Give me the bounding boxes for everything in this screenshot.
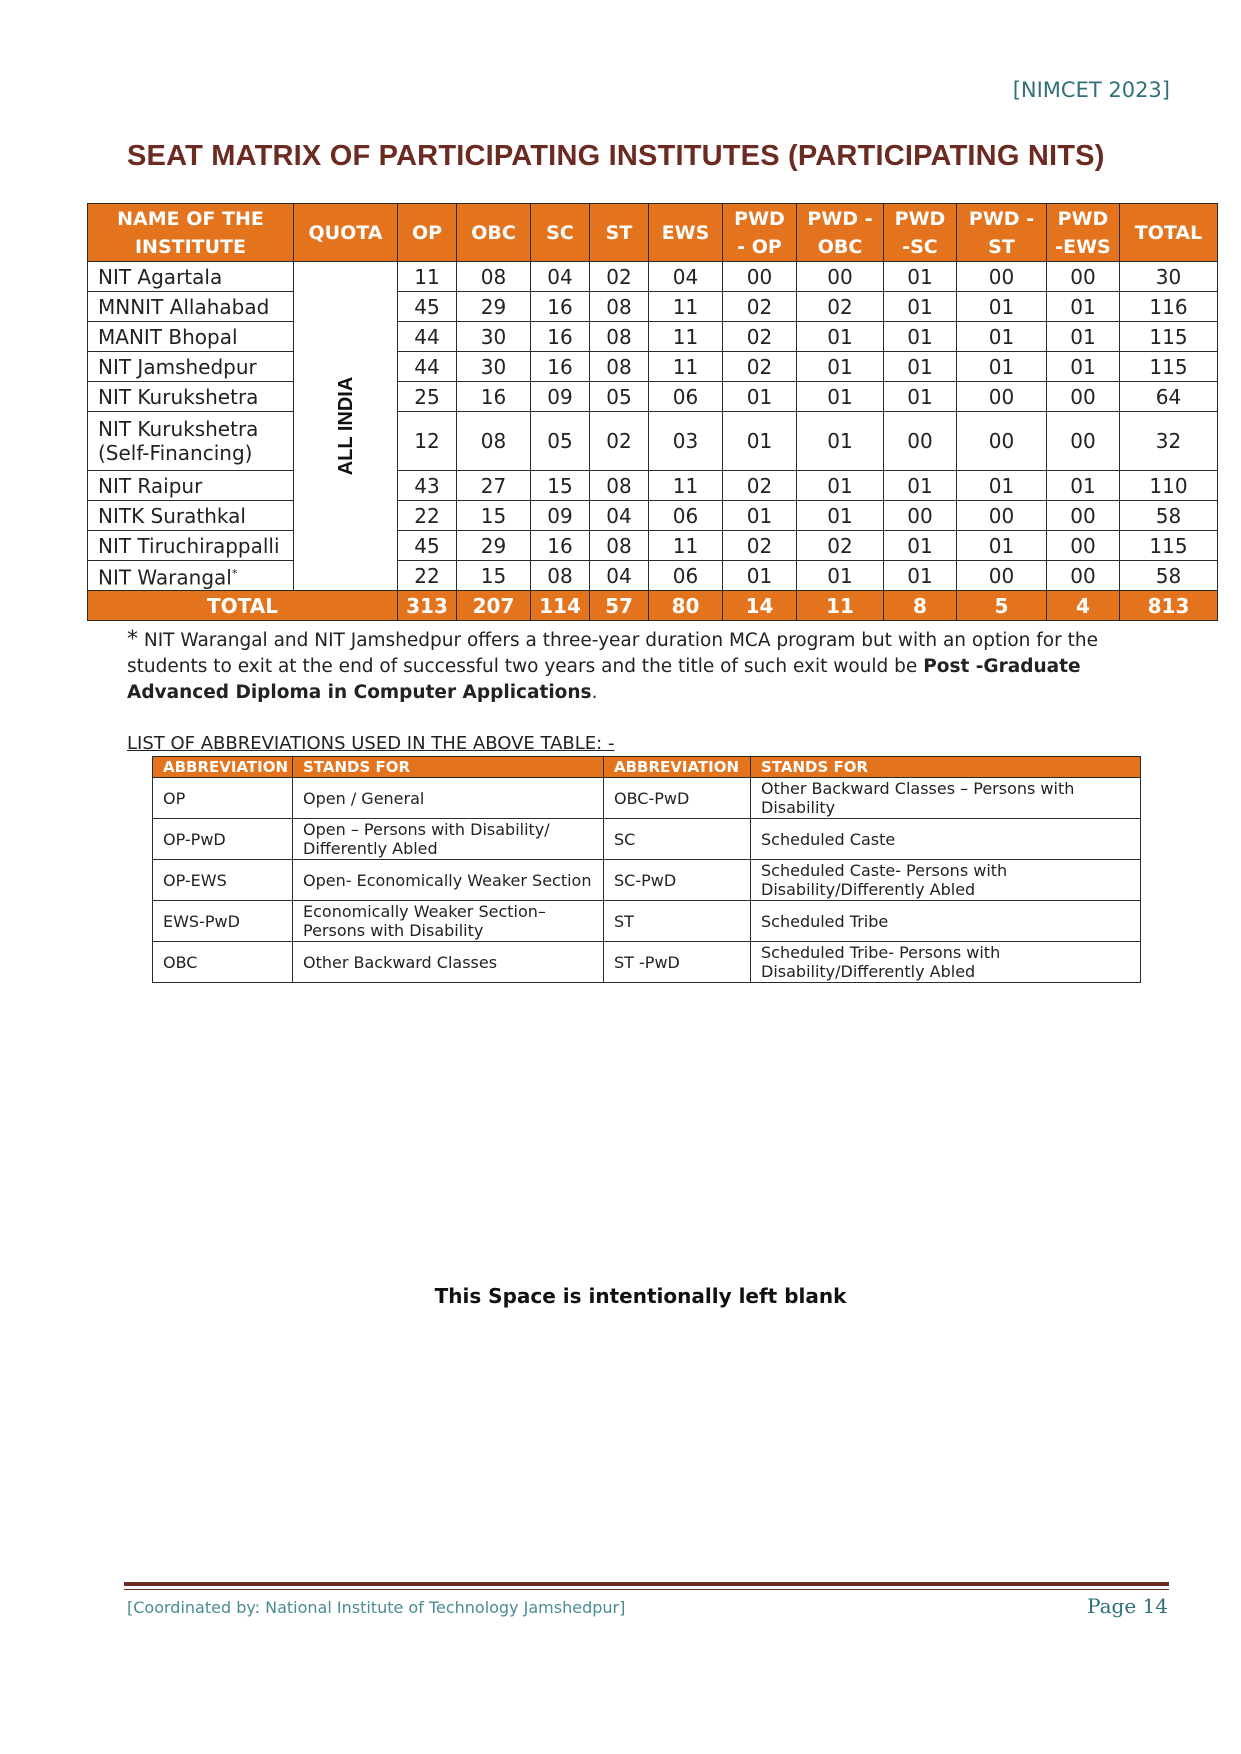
seat-value-cell: 08	[590, 531, 649, 561]
col-header-pwd-st	[957, 204, 1047, 262]
seat-value-cell: 115	[1120, 322, 1218, 352]
seat-value-cell: 15	[531, 471, 590, 501]
table-row	[88, 561, 1218, 591]
seat-value-cell: 06	[649, 382, 723, 412]
col-header-pwd-obc-line1: PWD -	[807, 207, 873, 230]
col-header-sc: SC	[531, 204, 590, 262]
abbr-code: SC	[604, 819, 751, 860]
seat-value-cell: 06	[649, 501, 723, 531]
abbreviations-title: LIST OF ABBREVIATIONS USED IN THE ABOVE TABLE: -	[127, 733, 615, 754]
seat-value-cell: 08	[590, 292, 649, 322]
seat-value-cell: 02	[723, 292, 797, 322]
seat-value-cell: 58	[1120, 501, 1218, 531]
seat-value-cell: 00	[957, 412, 1047, 471]
seat-value-cell: 16	[531, 322, 590, 352]
seat-value-cell: 08	[531, 561, 590, 591]
institute-name-text: NITK Surathkal	[98, 503, 246, 528]
seat-value-cell: 00	[1047, 531, 1120, 561]
seat-value-cell: 11	[649, 531, 723, 561]
col-header-pwd-sc-line1: PWD	[894, 207, 946, 230]
seat-value-cell: 01	[723, 382, 797, 412]
abbr-meaning: Open- Economically Weaker Section	[293, 860, 604, 901]
institute-name-line2: (Self-Financing)	[98, 441, 253, 465]
total-row	[88, 591, 1218, 621]
page-number: Page 14	[1087, 1594, 1168, 1618]
col-header-pwd-obc-line2: OBC	[817, 235, 863, 258]
institute-name-text: NIT Jamshedpur	[98, 354, 257, 379]
seat-matrix-table	[87, 203, 1218, 621]
col-header-pwd-st-line1: PWD -	[968, 207, 1035, 230]
seat-value-cell: 32	[1120, 412, 1218, 471]
abbr-row	[153, 901, 1141, 942]
col-header-pwd-ews-line2: -EWS	[1055, 235, 1111, 258]
seat-value-cell: 01	[884, 322, 957, 352]
col-header-pwd-sc	[884, 204, 957, 262]
abbr-code: OP-EWS	[153, 860, 293, 901]
abbr-row	[153, 778, 1141, 819]
seat-value-cell: 15	[457, 501, 531, 531]
institute-name	[88, 531, 294, 561]
col-header-pwd-ews	[1047, 204, 1120, 262]
seat-value-cell: 08	[590, 322, 649, 352]
seat-value-cell: 01	[884, 352, 957, 382]
seat-value-cell: 45	[398, 292, 457, 322]
abbr-code: EWS-PwD	[153, 901, 293, 942]
seat-value-cell: 116	[1120, 292, 1218, 322]
total-value-cell: 14	[723, 591, 797, 621]
col-header-pwd-st-line2: ST	[988, 235, 1015, 258]
institute-name	[88, 501, 294, 531]
institute-name	[88, 352, 294, 382]
seat-value-cell: 00	[1047, 262, 1120, 292]
abbr-header-abbreviation-2: ABBREVIATION	[604, 757, 751, 778]
seat-value-cell: 11	[398, 262, 457, 292]
seat-value-cell: 02	[723, 322, 797, 352]
seat-value-cell: 01	[884, 292, 957, 322]
seat-value-cell: 00	[1047, 382, 1120, 412]
seat-value-cell: 02	[590, 412, 649, 471]
abbr-header-row	[153, 757, 1141, 778]
institute-name	[88, 561, 294, 591]
seat-value-cell: 25	[398, 382, 457, 412]
seat-value-cell: 06	[649, 561, 723, 591]
col-header-name-line1: NAME OF THE	[117, 207, 264, 230]
seat-value-cell: 00	[957, 561, 1047, 591]
seat-value-cell: 01	[797, 412, 884, 471]
seat-value-cell: 15	[457, 561, 531, 591]
seat-value-cell: 16	[531, 292, 590, 322]
seat-value-cell: 02	[723, 352, 797, 382]
seat-value-cell: 00	[957, 382, 1047, 412]
seat-value-cell: 00	[1047, 412, 1120, 471]
table-row	[88, 292, 1218, 322]
seat-value-cell: 12	[398, 412, 457, 471]
seat-value-cell: 30	[457, 352, 531, 382]
seat-value-cell: 01	[957, 292, 1047, 322]
seat-value-cell: 02	[797, 292, 884, 322]
institute-name	[88, 471, 294, 501]
seat-value-cell: 08	[590, 352, 649, 382]
institute-name	[88, 412, 294, 471]
abbr-row	[153, 942, 1141, 983]
seat-value-cell: 01	[884, 561, 957, 591]
abbr-row	[153, 860, 1141, 901]
seat-value-cell: 02	[797, 531, 884, 561]
seat-value-cell: 16	[531, 352, 590, 382]
abbr-meaning: Other Backward Classes	[293, 942, 604, 983]
seat-value-cell: 01	[884, 531, 957, 561]
abbreviations-table	[152, 756, 1141, 983]
seat-value-cell: 01	[957, 322, 1047, 352]
seat-value-cell: 30	[1120, 262, 1218, 292]
institute-name-text: NIT Agartala	[98, 264, 223, 289]
seat-value-cell: 29	[457, 531, 531, 561]
table-row	[88, 501, 1218, 531]
institute-name	[88, 292, 294, 322]
abbr-meaning: Scheduled Caste- Persons with Disability/Differently Abled	[751, 860, 1141, 901]
footer-coordinator: [Coordinated by: National Institute of Technology Jamshedpur]	[127, 1598, 626, 1617]
footnote-end: .	[591, 682, 598, 703]
seat-value-cell: 22	[398, 501, 457, 531]
seat-value-cell: 11	[649, 322, 723, 352]
seat-value-cell: 29	[457, 292, 531, 322]
seat-value-cell: 04	[590, 501, 649, 531]
document-tag: [NIMCET 2023]	[1012, 78, 1170, 102]
seat-value-cell: 22	[398, 561, 457, 591]
seat-value-cell: 00	[884, 412, 957, 471]
seat-value-cell: 115	[1120, 531, 1218, 561]
seat-value-cell: 09	[531, 382, 590, 412]
col-header-total: TOTAL	[1120, 204, 1218, 262]
institute-name	[88, 382, 294, 412]
table-row	[88, 262, 1218, 292]
seat-value-cell: 44	[398, 322, 457, 352]
seat-value-cell: 08	[590, 471, 649, 501]
seat-value-cell: 01	[723, 412, 797, 471]
total-value-cell: 5	[957, 591, 1047, 621]
seat-value-cell: 01	[797, 322, 884, 352]
seat-value-cell: 45	[398, 531, 457, 561]
abbr-code: OBC-PwD	[604, 778, 751, 819]
abbr-code: ST -PwD	[604, 942, 751, 983]
institute-name-text: NIT Warangal	[98, 565, 232, 590]
seat-value-cell: 01	[957, 471, 1047, 501]
col-header-ews: EWS	[649, 204, 723, 262]
seat-value-cell: 01	[723, 561, 797, 591]
col-header-pwd-op	[723, 204, 797, 262]
seat-value-cell: 02	[723, 531, 797, 561]
col-header-pwd-ews-line1: PWD	[1057, 207, 1109, 230]
table-row	[88, 352, 1218, 382]
seat-value-cell: 43	[398, 471, 457, 501]
total-label: TOTAL	[88, 591, 398, 621]
seat-value-cell: 02	[590, 262, 649, 292]
abbr-code: OP	[153, 778, 293, 819]
seat-value-cell: 09	[531, 501, 590, 531]
table-row	[88, 531, 1218, 561]
seat-value-cell: 01	[797, 382, 884, 412]
col-header-quota: QUOTA	[294, 204, 398, 262]
seat-value-cell: 01	[797, 561, 884, 591]
seat-value-cell: 04	[590, 561, 649, 591]
seat-value-cell: 01	[957, 352, 1047, 382]
total-value-cell: 114	[531, 591, 590, 621]
seat-value-cell: 00	[884, 501, 957, 531]
seat-value-cell: 01	[1047, 322, 1120, 352]
footnote	[127, 627, 1177, 706]
institute-name	[88, 262, 294, 292]
seat-value-cell: 01	[1047, 471, 1120, 501]
footnote-text: NIT Warangal and NIT Jamshedpur offers a three-year duration MCA program but with an option for the students to exit at the end of successful two years and the title of such exit would be	[127, 630, 1098, 677]
total-value-cell: 207	[457, 591, 531, 621]
abbr-row	[153, 819, 1141, 860]
seat-value-cell: 01	[957, 531, 1047, 561]
seat-value-cell: 01	[1047, 352, 1120, 382]
institute-name-text: MANIT Bhopal	[98, 324, 238, 349]
seat-value-cell: 08	[457, 262, 531, 292]
col-header-st: ST	[590, 204, 649, 262]
abbr-code: SC-PwD	[604, 860, 751, 901]
seat-value-cell: 00	[1047, 561, 1120, 591]
abbr-meaning: Scheduled Tribe	[751, 901, 1141, 942]
seat-value-cell: 30	[457, 322, 531, 352]
col-header-obc: OBC	[457, 204, 531, 262]
table-row	[88, 382, 1218, 412]
col-header-name-line2: INSTITUTE	[134, 235, 246, 258]
seat-value-cell: 11	[649, 292, 723, 322]
seat-value-cell: 64	[1120, 382, 1218, 412]
abbr-meaning: Scheduled Tribe- Persons with Disability/Differently Abled	[751, 942, 1141, 983]
seat-table-header-row	[88, 204, 1218, 262]
total-value-cell: 313	[398, 591, 457, 621]
total-value-cell: 8	[884, 591, 957, 621]
col-header-pwd-op-line1: PWD	[734, 207, 785, 230]
footnote-marker: *	[231, 566, 238, 580]
abbr-header-abbreviation: ABBREVIATION	[153, 757, 293, 778]
table-row	[88, 471, 1218, 501]
footnote-bold: Post -Graduate Advanced Diploma in Computer Applications	[127, 656, 1081, 703]
total-value-cell: 4	[1047, 591, 1120, 621]
seat-value-cell: 44	[398, 352, 457, 382]
institute-name-text: NIT Tiruchirappalli	[98, 533, 280, 558]
seat-value-cell: 110	[1120, 471, 1218, 501]
seat-value-cell: 01	[884, 471, 957, 501]
total-value-cell: 813	[1120, 591, 1218, 621]
abbr-header-stands-for-2: STANDS FOR	[751, 757, 1141, 778]
footnote-star: *	[127, 627, 138, 652]
abbr-header-stands-for: STANDS FOR	[293, 757, 604, 778]
abbr-code: OBC	[153, 942, 293, 983]
quota-cell	[294, 262, 398, 591]
seat-value-cell: 05	[590, 382, 649, 412]
quota-label: ALL INDIA	[334, 376, 357, 476]
seat-value-cell: 58	[1120, 561, 1218, 591]
seat-value-cell: 04	[649, 262, 723, 292]
col-header-name	[88, 204, 294, 262]
seat-value-cell: 02	[723, 471, 797, 501]
col-header-pwd-op-line2: - OP	[737, 235, 782, 258]
seat-value-cell: 16	[457, 382, 531, 412]
institute-name-text: NIT Kurukshetra	[98, 417, 259, 441]
abbr-meaning: Open – Persons with Disability/ Differently Abled	[293, 819, 604, 860]
seat-value-cell: 01	[884, 262, 957, 292]
seat-value-cell: 00	[1047, 501, 1120, 531]
seat-value-cell: 27	[457, 471, 531, 501]
seat-value-cell: 01	[884, 382, 957, 412]
institute-name-text: NIT Kurukshetra	[98, 384, 259, 409]
seat-value-cell: 11	[649, 352, 723, 382]
seat-value-cell: 00	[957, 501, 1047, 531]
seat-value-cell: 16	[531, 531, 590, 561]
abbr-code: ST	[604, 901, 751, 942]
total-value-cell: 80	[649, 591, 723, 621]
seat-value-cell: 00	[723, 262, 797, 292]
abbr-meaning: Economically Weaker Section– Persons with Disability	[293, 901, 604, 942]
seat-value-cell: 08	[457, 412, 531, 471]
seat-value-cell: 00	[797, 262, 884, 292]
institute-name-text: MNNIT Allahabad	[98, 294, 270, 319]
seat-value-cell: 05	[531, 412, 590, 471]
page-title: SEAT MATRIX OF PARTICIPATING INSTITUTES (PARTICIPATING NITS)	[127, 140, 1105, 172]
seat-value-cell: 00	[957, 262, 1047, 292]
abbr-meaning: Open / General	[293, 778, 604, 819]
col-header-op: OP	[398, 204, 457, 262]
seat-value-cell: 01	[797, 352, 884, 382]
abbr-meaning: Scheduled Caste	[751, 819, 1141, 860]
institute-name	[88, 322, 294, 352]
col-header-pwd-sc-line2: -SC	[902, 235, 938, 258]
total-value-cell: 57	[590, 591, 649, 621]
seat-value-cell: 01	[1047, 292, 1120, 322]
seat-value-cell: 01	[797, 471, 884, 501]
institute-name-text: NIT Raipur	[98, 473, 203, 498]
footer-rule	[124, 1582, 1169, 1586]
seat-value-cell: 01	[797, 501, 884, 531]
col-header-pwd-obc	[797, 204, 884, 262]
blank-space-note: This Space is intentionally left blank	[434, 1284, 847, 1308]
footer-rule-thin	[124, 1589, 1169, 1590]
seat-value-cell: 03	[649, 412, 723, 471]
table-row	[88, 412, 1218, 471]
abbr-meaning: Other Backward Classes – Persons with Disability	[751, 778, 1141, 819]
table-row	[88, 322, 1218, 352]
seat-value-cell: 115	[1120, 352, 1218, 382]
seat-value-cell: 01	[723, 501, 797, 531]
seat-value-cell: 11	[649, 471, 723, 501]
seat-value-cell: 04	[531, 262, 590, 292]
total-value-cell: 11	[797, 591, 884, 621]
abbr-code: OP-PwD	[153, 819, 293, 860]
